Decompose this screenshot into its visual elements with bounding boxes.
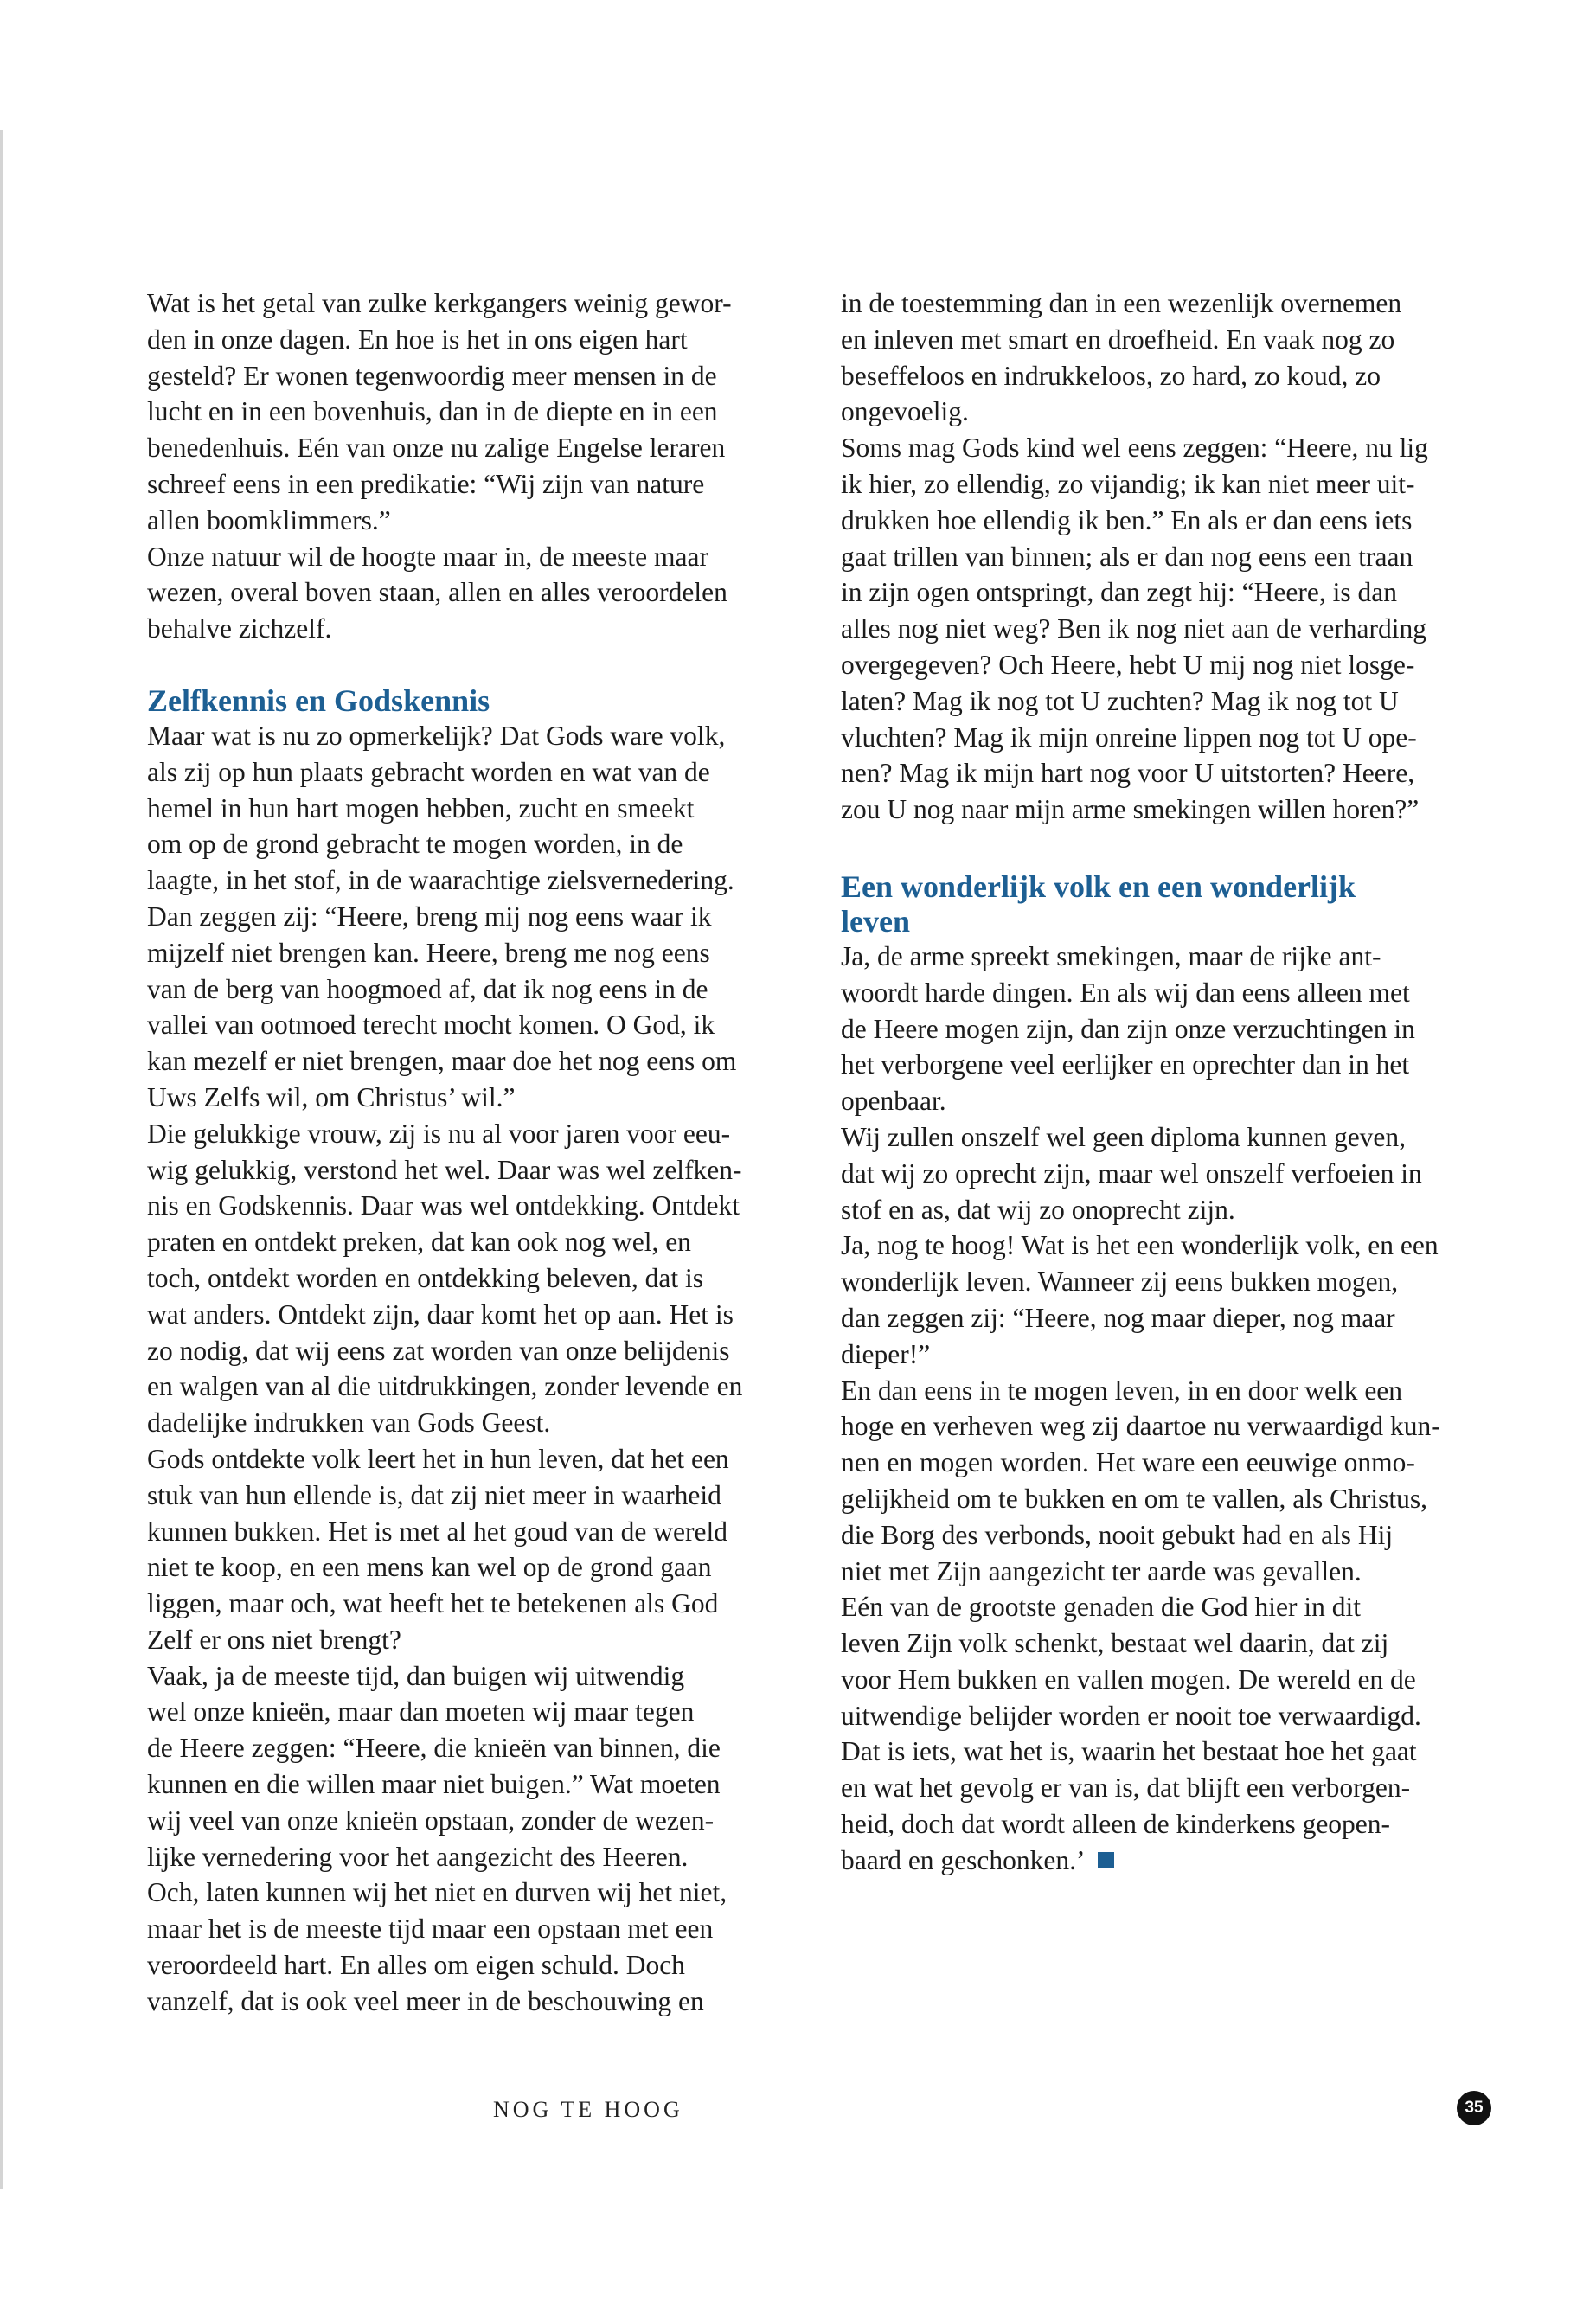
section-heading-wonderlijk: Een wonderlijk volk en een wonderlijk leven (841, 868, 1356, 939)
left-paragraph-intro: Wat is het getal van zulke kerkgangers weinig gewor- den in onze dagen. En hoe is het in ons eigen hart gesteld? Er wonen tegenwoordig meer mensen in de lucht en in een bovenhuis, dan in de diepte en in een benedenhuis. Eén van onze nu zalige Engelse leraren schreef eens in een predikatie: “Wij zijn van nature allen boomklimmers.” Onze natuur wil de hoogte maar in, de meeste maar wezen, overal boven staan, allen en alles veroordelen behalve zichzelf. (147, 288, 732, 644)
page-number-badge: 35 (1457, 2091, 1491, 2125)
running-title: NOG TE HOOG (493, 2097, 683, 2122)
article-end-square-icon (1098, 1852, 1114, 1868)
right-paragraph-text: Ja, de arme spreekt smekingen, maar de rijke ant- woordt harde dingen. En als wij dan eens alleen met de Heere mogen zijn, dan zijn onze verzuchtingen in het verborgene veel eerlijker en oprechter dan in het openbaar. Wij zullen onszelf wel geen diploma kunnen geven, dat wij zo oprecht zijn, maar wel onszelf verfoeien in stof en as, dat wij zo onoprecht zijn. Ja, nog te hoog! Wat is het een wonderlijk volk, en een wonderlijk leven. Wanneer zij eens bukken mogen, dan zeggen zij: “Heere, nog maar dieper, nog maar dieper!” En dan eens in te mogen leven, in en door welk een hoge en verheven weg zij daartoe nu verwaardigd kun- nen en mogen worden. Het ware een eeuwige onmo- gelijkheid om te bukken en om te vallen, als Christus, die Borg des verbonds, nooit gebukt had en als Hij niet met Zijn aangezicht ter aarde was gevallen. Eén van de grootste genaden die God hier in dit leven Zijn volk schenkt, bestaat wel daarin, dat zij voor Hem bukken en vallen mogen. De wereld en de uitwendige belijder worden er nooit toe verwaardigd. Dat is iets, wat het is, waarin het bestaat hoe het gaat en wat het gevolg er van is, dat blijft een verborgen- heid, doch dat wordt alleen de kinderkens geopen- baard en geschonken.’ (841, 940, 1440, 1875)
section-heading-zelfkennis: Zelfkennis en Godskennis (147, 683, 490, 718)
left-column (147, 285, 830, 2020)
left-paragraph-body: Maar wat is nu zo opmerkelijk? Dat Gods ware volk, als zij op hun plaats gebracht worden en wat van de hemel in hun hart mogen hebben, zucht en smeekt om op de grond gebracht te mogen worden, in de laagte, in het stof, in de waarachtige zielsvernedering. Dan zeggen zij: “Heere, breng mij nog eens waar ik mijzelf niet brengen kan. Heere, breng me nog eens van de berg van hoogmoed af, dat ik nog eens in de vallei van ootmoed terecht mocht komen. O God, ik kan mezelf er niet brengen, maar doe het nog eens om Uws Zelfs wil, om Christus’ wil.” Die gelukkige vrouw, zij is nu al voor jaren voor eeu- wig gelukkig, verstond het wel. Daar was wel zelfken- nis en Godskennis. Daar was wel ontdekking. Ontdekt praten en ontdekt preken, dat kan ook nog wel, en toch, ontdekt worden en ontdekking beleven, dat is wat anders. Ontdekt zijn, daar komt het op aan. Het is zo nodig, dat wij eens zat worden van onze belijdenis en walgen van al die uitdrukkingen, zonder levende en dadelijke indrukken van Gods Geest. Gods ontdekte volk leert het in hun leven, dat het een stuk van hun ellende is, dat zij niet meer in waarheid kunnen bukken. Het is met al het goud van de wereld niet te koop, en een mens kan wel op de grond gaan liggen, maar och, wat heeft het te betekenen als God Zelf er ons niet brengt? Vaak, ja de meeste tijd, dan buigen wij uitwendig wel onze knieën, maar dan moeten wij maar tegen de Heere zeggen: “Heere, die knieën van binnen, die kunnen en die willen maar niet buigen.” Wat moeten wij veel van onze knieën opstaan, zonder de wezen- lijke vernedering voor het aangezicht des Heeren. Och, laten kunnen wij het niet en durven wij het niet, maar het is de meeste tijd maar een opstaan met een veroordeeld hart. En alles om eigen schuld. Doch vanzelf, dat is ook veel meer in de beschouwing en (147, 720, 743, 2016)
page-edge-line (0, 130, 3, 2189)
right-paragraph-intro: in de toestemming dan in een wezenlijk overnemen en inleven met smart en droefheid. En vaak nog zo beseffeloos en indrukkeloos, zo hard, zo koud, zo ongevoelig. Soms mag Gods kind wel eens zeggen: “Heere, nu lig ik hier, zo ellendig, zo vijandig; ik kan niet meer uit- drukken hoe ellendig ik ben.” En als er dan eens iets gaat trillen van binnen; als er dan nog eens een traan in zijn ogen ontspringt, dan zegt hij: “Heere, is dan alles nog niet weg? Ben ik nog niet aan de verharding overgegeven? Och Heere, hebt U mij nog niet losge- laten? Mag ik nog tot U zuchten? Mag ik nog tot U vluchten? Mag ik mijn onreine lippen nog tot U ope- nen? Mag ik mijn hart nog voor U uitstorten? Heere, zou U nog naar mijn arme smekingen willen horen?” (841, 288, 1428, 825)
right-column (841, 285, 1524, 1879)
right-paragraph-body (841, 939, 1524, 1879)
